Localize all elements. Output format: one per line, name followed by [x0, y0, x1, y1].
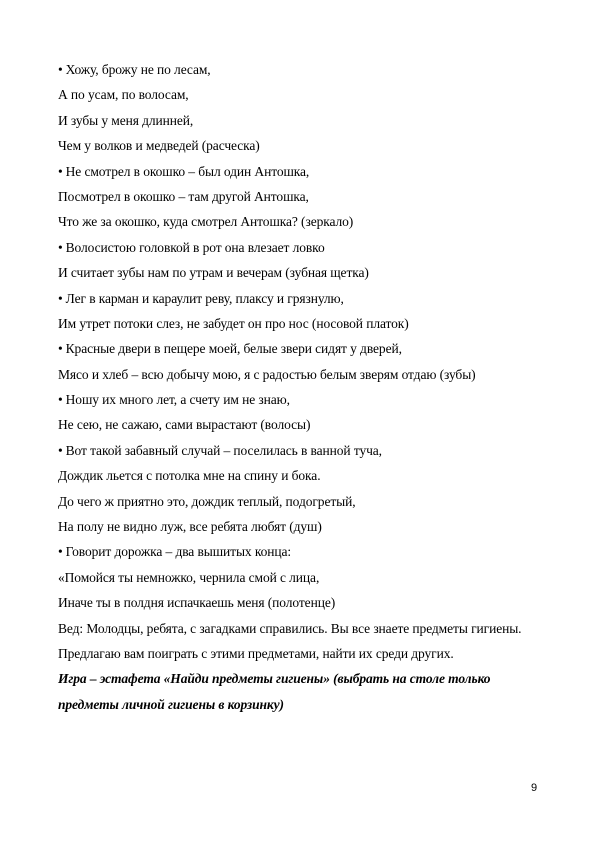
line-text: Что же за окошко, куда смотрел Антошка? (зеркало): [58, 214, 354, 230]
line-text: До чего ж приятно это, дождик теплый, подогретый,: [58, 493, 356, 509]
line-text: Чем у волков и медведей (расческа): [58, 138, 260, 154]
line-text: Волосистою головкой в рот она влезает ловко: [65, 239, 325, 255]
text-line: [58, 184, 548, 209]
text-line: [58, 616, 548, 641]
line-text: Не сею, не сажаю, сами вырастают (волосы): [58, 417, 311, 433]
text-line: [58, 57, 548, 82]
text-line: [58, 463, 548, 488]
line-text: А по усам, по волосам,: [58, 87, 189, 103]
line-text: И считает зубы нам по утрам и вечерам (зубная щетка): [58, 265, 369, 281]
line-text: «Помойся ты немножко, чернила смой с лица,: [58, 569, 320, 585]
line-text: Не смотрел в окошко – был один Антошка,: [65, 163, 310, 179]
line-text: На полу не видно луж, все ребята любят (душ): [58, 519, 322, 535]
text-line: [58, 82, 548, 107]
line-text: Красные двери в пещере моей, белые звери сидят у дверей,: [65, 341, 402, 357]
line-text: Им утрет потоки слез, не забудет он про нос (носовой платок): [58, 315, 409, 331]
bullet-marker: •: [58, 392, 63, 408]
game-heading-line: предметы личной гигиены в корзинку): [58, 697, 284, 713]
text-line: [58, 133, 548, 158]
bullet-marker: •: [58, 442, 63, 458]
page-number: 9: [531, 782, 538, 794]
line-text: Посмотрел в окошко – там другой Антошка,: [58, 188, 309, 204]
text-line: [58, 209, 548, 234]
line-text: Лег в карман и караулит реву, плаксу и грязнулю,: [65, 290, 344, 306]
text-line: [58, 159, 548, 184]
bullet-marker: •: [58, 163, 63, 179]
line-text: Вед: Молодцы, ребята, с загадками справились. Вы все знаете предметы гигиены.: [58, 620, 522, 636]
line-text: Мясо и хлеб – всю добычу мою, я с радостью белым зверям отдаю (зубы): [58, 366, 476, 382]
text-line: [58, 336, 548, 361]
text-line: [58, 311, 548, 336]
text-line: [58, 362, 548, 387]
line-text: Говорит дорожка – два вышитых конца:: [65, 544, 292, 560]
text-line: [58, 235, 548, 260]
text-line: [58, 108, 548, 133]
bullet-marker: •: [58, 341, 63, 357]
text-line: [58, 286, 548, 311]
text-line: [58, 438, 548, 463]
line-text: Иначе ты в полдня испачкаешь меня (полотенце): [58, 595, 336, 611]
bullet-marker: •: [58, 290, 63, 306]
document-body: [58, 57, 548, 718]
line-text: Вот такой забавный случай – поселилась в ванной туча,: [65, 442, 382, 458]
line-text: Хожу, брожу не по лесам,: [65, 62, 211, 77]
text-line: [58, 539, 548, 564]
text-line: [58, 590, 548, 615]
game-heading-line: Игра – эстафета «Найди предметы гигиены» (выбрать на столе только: [58, 671, 491, 687]
line-text: Дождик льется с потолка мне на спину и бока.: [58, 468, 321, 484]
line-text: Ношу их много лет, а счету им не знаю,: [65, 392, 290, 408]
text-line: [58, 412, 548, 437]
text-line: [58, 641, 548, 666]
bullet-marker: •: [58, 544, 63, 560]
text-line: [58, 514, 548, 539]
line-text: И зубы у меня длинней,: [58, 112, 194, 128]
line-text: Предлагаю вам поиграть с этими предметами, найти их среди других.: [58, 645, 454, 661]
bullet-marker: •: [58, 239, 63, 255]
bullet-marker: •: [58, 62, 63, 77]
text-line: [58, 387, 548, 412]
text-line: [58, 565, 548, 590]
text-line: [58, 260, 548, 285]
text-line: [58, 489, 548, 514]
